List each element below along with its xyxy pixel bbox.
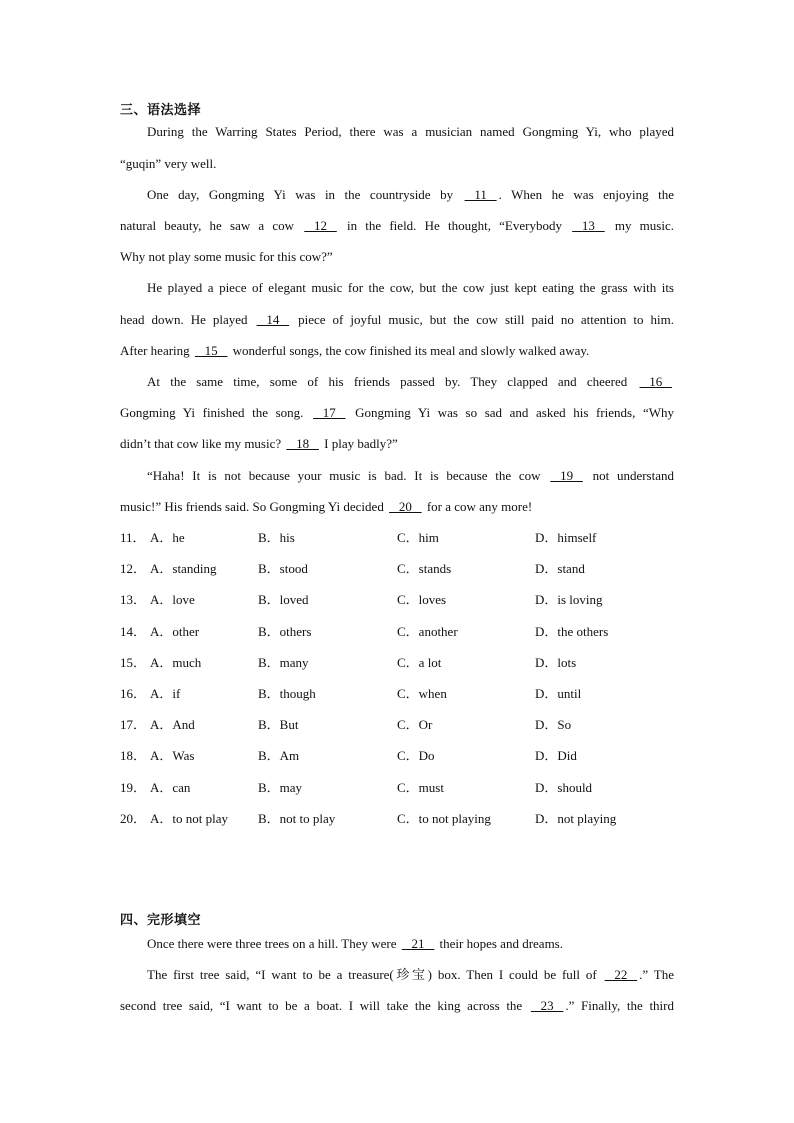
passage-text: not understand	[584, 468, 674, 483]
passage-text: head down. He played	[120, 312, 255, 327]
grammar-line	[120, 343, 674, 359]
passage-text: Why not play some music for this cow?”	[120, 249, 333, 264]
question-number: 20．	[120, 811, 147, 826]
grammar-line	[147, 280, 674, 296]
grammar-line	[147, 124, 674, 140]
option-d[interactable]: D．should	[535, 780, 593, 795]
passage-text: One day, Gongming Yi was in the countryside by	[147, 187, 463, 202]
cloze-line	[147, 936, 674, 952]
passage-text: Once there were three trees on a hill. They were	[147, 936, 400, 951]
blank-20: 20	[389, 499, 422, 514]
question-number: 13．	[120, 592, 147, 607]
section-heading-cloze: 四、完形填空	[120, 913, 202, 928]
grammar-line	[147, 374, 674, 390]
blank-18: 18	[286, 436, 319, 451]
passage-text: second tree said, “I want to be a boat. I will take the king across the	[120, 998, 529, 1013]
question-number: 11．	[120, 530, 146, 545]
question-number: 15．	[120, 655, 147, 670]
option-a[interactable]: A．love	[150, 592, 195, 607]
grammar-line	[120, 312, 674, 328]
blank-13: 13	[572, 218, 605, 233]
blank-14: 14	[256, 312, 290, 327]
passage-text: After hearing	[120, 343, 193, 358]
option-c[interactable]: C．stands	[397, 561, 452, 576]
grammar-line	[147, 468, 674, 484]
question-row	[120, 655, 680, 671]
question-number: 17．	[120, 717, 147, 732]
passage-text: piece of joyful music, but the cow still paid no attention to him.	[291, 312, 674, 327]
option-c[interactable]: C．him	[397, 530, 439, 545]
option-c[interactable]: C．to not playing	[397, 811, 491, 826]
option-b[interactable]: B．loved	[258, 592, 309, 607]
question-row	[120, 592, 680, 608]
option-a[interactable]: A．other	[150, 624, 200, 639]
blank-17: 17	[313, 405, 346, 420]
question-row	[120, 748, 680, 764]
option-a[interactable]: A．Was	[150, 748, 195, 763]
passage-text: for a cow any more!	[423, 499, 533, 514]
option-d[interactable]: D．until	[535, 686, 582, 701]
passage-text: “guqin” very well.	[120, 156, 217, 171]
question-row	[120, 561, 680, 577]
question-number: 16．	[120, 686, 147, 701]
grammar-line	[147, 187, 674, 203]
option-c[interactable]: C．loves	[397, 592, 447, 607]
question-number: 19．	[120, 780, 147, 795]
passage-text: He played a piece of elegant music for the cow, but the cow just kept eating the grass with its	[147, 280, 674, 295]
question-row	[120, 811, 680, 827]
passage-text: wonderful songs, the cow finished its meal and slowly walked away.	[229, 343, 590, 358]
option-d[interactable]: D．is loving	[535, 592, 603, 607]
cloze-line	[147, 967, 674, 983]
passage-text: .” Finally, the third	[565, 998, 674, 1013]
option-c[interactable]: C．a lot	[397, 655, 442, 670]
option-a[interactable]: A．And	[150, 717, 195, 732]
passage-text: Gongming Yi was so sad and asked his friends, “Why	[347, 405, 674, 420]
blank-15: 15	[194, 343, 228, 358]
question-row	[120, 717, 680, 733]
question-number: 18．	[120, 748, 147, 763]
blank-23: 23	[530, 998, 564, 1013]
passage-text: The first tree said, “I want to be a treasure(珍宝) box. Then I could be full of	[147, 967, 603, 982]
passage-text: their hopes and dreams.	[436, 936, 563, 951]
grammar-line	[120, 436, 674, 452]
grammar-line	[120, 499, 674, 515]
option-b[interactable]: B．But	[258, 717, 299, 732]
option-a[interactable]: A．can	[150, 780, 191, 795]
passage-text: in the field. He thought, “Everybody	[338, 218, 571, 233]
option-c[interactable]: C．Do	[397, 748, 435, 763]
option-d[interactable]: D．himself	[535, 530, 597, 545]
option-d[interactable]: D．not playing	[535, 811, 617, 826]
question-row	[120, 530, 680, 546]
blank-22: 22	[604, 967, 638, 982]
option-b[interactable]: B．Am	[258, 748, 300, 763]
passage-text: natural beauty, he saw a cow	[120, 218, 303, 233]
section-heading-grammar: 三、语法选择	[120, 103, 202, 118]
option-d[interactable]: D．lots	[535, 655, 577, 670]
grammar-line	[120, 156, 674, 172]
grammar-line	[120, 218, 674, 234]
passage-text: I play badly?”	[320, 436, 398, 451]
option-c[interactable]: C．when	[397, 686, 447, 701]
option-b[interactable]: B．others	[258, 624, 312, 639]
grammar-line	[120, 405, 674, 421]
blank-19: 19	[550, 468, 583, 483]
passage-text: music!” His friends said. So Gongming Yi decided	[120, 499, 388, 514]
passage-text: Gongming Yi finished the song.	[120, 405, 312, 420]
question-row	[120, 686, 680, 702]
blank-16: 16	[639, 374, 672, 389]
blank-11: 11	[464, 187, 497, 202]
option-c[interactable]: C．Or	[397, 717, 433, 732]
option-b[interactable]: B．though	[258, 686, 316, 701]
option-d[interactable]: D．stand	[535, 561, 585, 576]
cloze-line	[120, 998, 674, 1014]
question-row	[120, 624, 680, 640]
question-number: 14．	[120, 624, 147, 639]
option-b[interactable]: B．may	[258, 780, 303, 795]
option-d[interactable]: D．Did	[535, 748, 577, 763]
passage-text: “Haha! It is not because your music is bad. It is because the cow	[147, 468, 549, 483]
blank-12: 12	[304, 218, 337, 233]
option-a[interactable]: A．standing	[150, 561, 217, 576]
grammar-line	[120, 249, 674, 265]
passage-text: .” The	[639, 967, 675, 982]
option-b[interactable]: B．stood	[258, 561, 308, 576]
option-a[interactable]: A．he	[150, 530, 185, 545]
option-d[interactable]: D．So	[535, 717, 572, 732]
option-b[interactable]: B．many	[258, 655, 309, 670]
passage-text: During the Warring States Period, there was a musician named Gongming Yi, who played	[147, 124, 674, 139]
passage-text: . When he was enjoying the	[498, 187, 675, 202]
option-a[interactable]: A．much	[150, 655, 202, 670]
option-c[interactable]: C．must	[397, 780, 444, 795]
question-row	[120, 780, 680, 796]
option-a[interactable]: A．if	[150, 686, 181, 701]
option-b[interactable]: B．not to play	[258, 811, 336, 826]
passage-text: my music.	[606, 218, 674, 233]
question-number: 12．	[120, 561, 147, 576]
option-b[interactable]: B．his	[258, 530, 295, 545]
option-a[interactable]: A．to not play	[150, 811, 228, 826]
blank-21: 21	[401, 936, 435, 951]
passage-text: At the same time, some of his friends passed by. They clapped and cheered	[147, 374, 638, 389]
option-d[interactable]: D．the others	[535, 624, 609, 639]
option-c[interactable]: C．another	[397, 624, 458, 639]
passage-text: didn’t that cow like my music?	[120, 436, 285, 451]
